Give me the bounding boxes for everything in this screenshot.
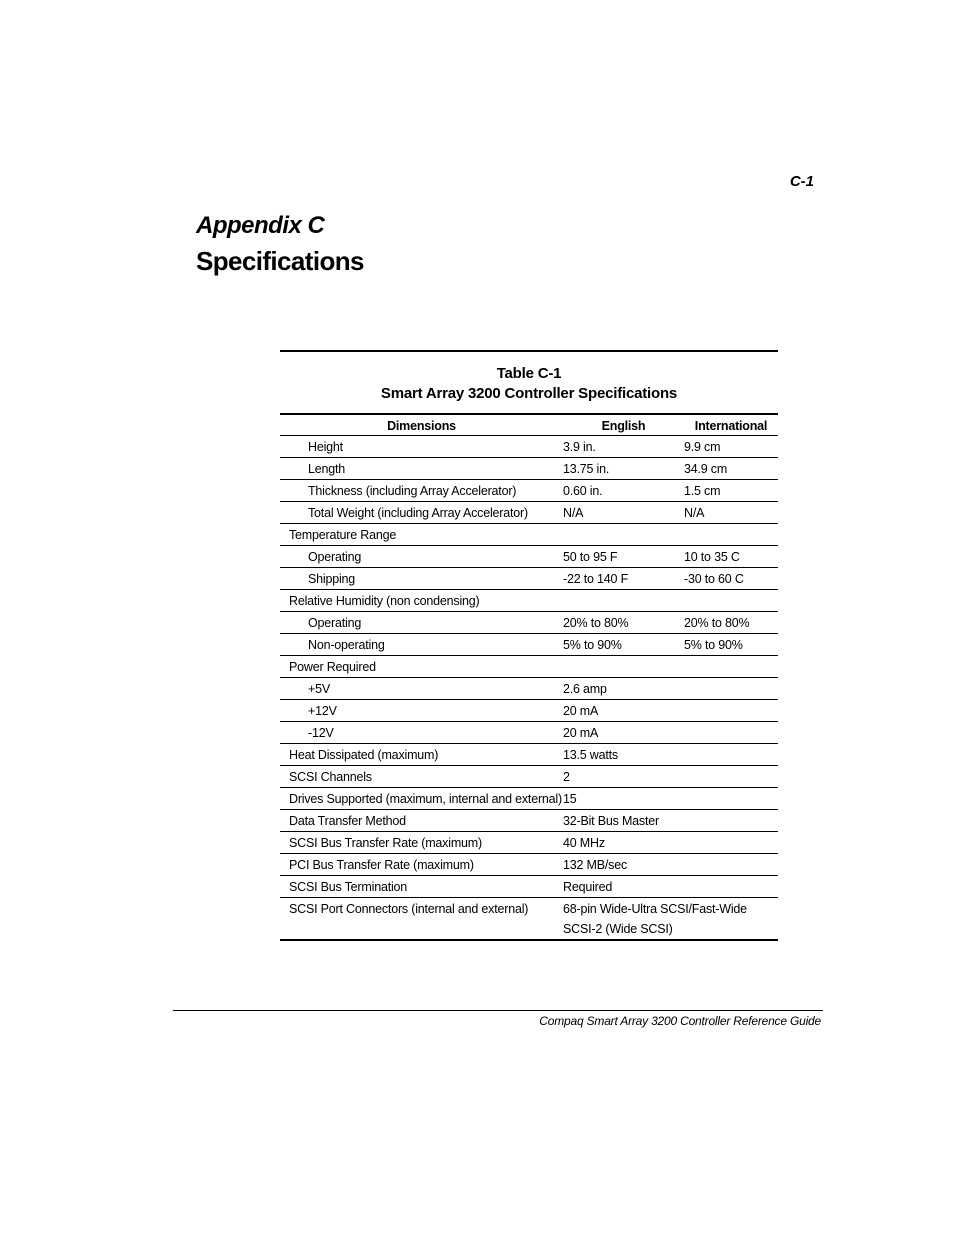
row-english-value: 20% to 80% <box>563 612 684 634</box>
row-label: Operating <box>280 546 563 568</box>
table-caption <box>280 352 778 413</box>
row-international-value <box>684 524 778 546</box>
table-row <box>280 480 778 502</box>
column-header-english: English <box>563 414 684 436</box>
table-row <box>280 524 778 546</box>
table-row <box>280 546 778 568</box>
table-caption-title: Smart Array 3200 Controller Specifications <box>380 385 678 402</box>
page-number: C-1 <box>789 173 814 190</box>
row-international-value <box>684 810 778 832</box>
row-label: Data Transfer Method <box>280 810 563 832</box>
row-english-value: N/A <box>563 502 684 524</box>
table-row <box>280 502 778 524</box>
column-header-dimensions: Dimensions <box>280 414 563 436</box>
row-english-value: 2.6 amp <box>563 678 684 700</box>
table-row <box>280 854 778 876</box>
row-international-value <box>684 744 778 766</box>
appendix-label: Appendix C <box>196 212 325 239</box>
row-international-value: 5% to 90% <box>684 634 778 656</box>
table-row <box>280 876 778 898</box>
row-english-value: 32-Bit Bus Master <box>563 810 684 832</box>
spec-table <box>280 413 778 941</box>
table-row <box>280 634 778 656</box>
row-label: Length <box>280 458 563 480</box>
row-label: Shipping <box>280 568 563 590</box>
table-caption-number: Table C-1 <box>496 365 562 382</box>
table-row <box>280 612 778 634</box>
table-body <box>280 436 778 941</box>
row-international-value: 34.9 cm <box>684 458 778 480</box>
row-english-value: 0.60 in. <box>563 480 684 502</box>
row-label: Non-operating <box>280 634 563 656</box>
row-english-value <box>563 524 684 546</box>
column-header-international: International <box>684 414 778 436</box>
table-row <box>280 678 778 700</box>
row-english-value: 3.9 in. <box>563 436 684 458</box>
row-english-value: Required <box>563 876 684 898</box>
row-label: Drives Supported (maximum, internal and external) <box>280 788 563 810</box>
table-row <box>280 590 778 612</box>
row-english-value: 20 mA <box>563 722 684 744</box>
row-international-value: 1.5 cm <box>684 480 778 502</box>
row-label: Temperature Range <box>280 524 563 546</box>
row-label: SCSI Bus Termination <box>280 876 563 898</box>
row-international-value <box>684 788 778 810</box>
row-international-value <box>684 700 778 722</box>
table-row <box>280 832 778 854</box>
row-english-value: 2 <box>563 766 684 788</box>
row-label: -12V <box>280 722 563 744</box>
row-label: Height <box>280 436 563 458</box>
table-row <box>280 722 778 744</box>
row-label: +12V <box>280 700 563 722</box>
table-row <box>280 656 778 678</box>
row-international-value: 10 to 35 C <box>684 546 778 568</box>
row-international-value <box>684 832 778 854</box>
row-english-value <box>563 656 684 678</box>
row-label: PCI Bus Transfer Rate (maximum) <box>280 854 563 876</box>
table-row <box>280 568 778 590</box>
table-row <box>280 458 778 480</box>
table-row <box>280 788 778 810</box>
row-english-value: 40 MHz <box>563 832 684 854</box>
row-label: Total Weight (including Array Accelerator) <box>280 502 563 524</box>
row-english-value: 20 mA <box>563 700 684 722</box>
row-english-value: 13.75 in. <box>563 458 684 480</box>
row-international-value: 20% to 80% <box>684 612 778 634</box>
footer-text: Compaq Smart Array 3200 Controller Reference Guide <box>539 1014 821 1028</box>
row-english-value <box>563 590 684 612</box>
row-label: Operating <box>280 612 563 634</box>
row-international-value <box>684 766 778 788</box>
table-row <box>280 700 778 722</box>
row-english-value: 68-pin Wide-Ultra SCSI/Fast-Wide SCSI-2 (Wide SCSI) <box>563 902 747 936</box>
row-international-value <box>684 854 778 876</box>
row-label: Relative Humidity (non condensing) <box>280 590 563 612</box>
table-row <box>280 766 778 788</box>
row-label: SCSI Port Connectors (internal and external) <box>289 902 529 916</box>
row-label: SCSI Bus Transfer Rate (maximum) <box>280 832 563 854</box>
row-english-value: 50 to 95 F <box>563 546 684 568</box>
table-row <box>280 898 778 941</box>
row-international-value <box>684 678 778 700</box>
row-international-value <box>684 876 778 898</box>
row-label: +5V <box>280 678 563 700</box>
spec-table-block <box>280 350 778 941</box>
row-international-value <box>684 722 778 744</box>
row-international-value: 9.9 cm <box>684 436 778 458</box>
row-english-value: 5% to 90% <box>563 634 684 656</box>
row-label: SCSI Channels <box>280 766 563 788</box>
row-international-value <box>684 656 778 678</box>
row-english-value: -22 to 140 F <box>563 568 684 590</box>
table-row <box>280 436 778 458</box>
table-row <box>280 744 778 766</box>
row-label: Power Required <box>280 656 563 678</box>
row-english-value: 132 MB/sec <box>563 854 684 876</box>
row-international-value: -30 to 60 C <box>684 568 778 590</box>
table-header-row <box>280 414 778 436</box>
row-english-value: 13.5 watts <box>563 744 684 766</box>
row-international-value <box>684 590 778 612</box>
row-international-value: N/A <box>684 502 778 524</box>
row-english-value: 15 <box>563 788 684 810</box>
table-row <box>280 810 778 832</box>
footer-rule <box>173 1010 823 1011</box>
row-label: Thickness (including Array Accelerator) <box>280 480 563 502</box>
row-label: Heat Dissipated (maximum) <box>280 744 563 766</box>
chapter-title: Specifications <box>196 246 364 276</box>
